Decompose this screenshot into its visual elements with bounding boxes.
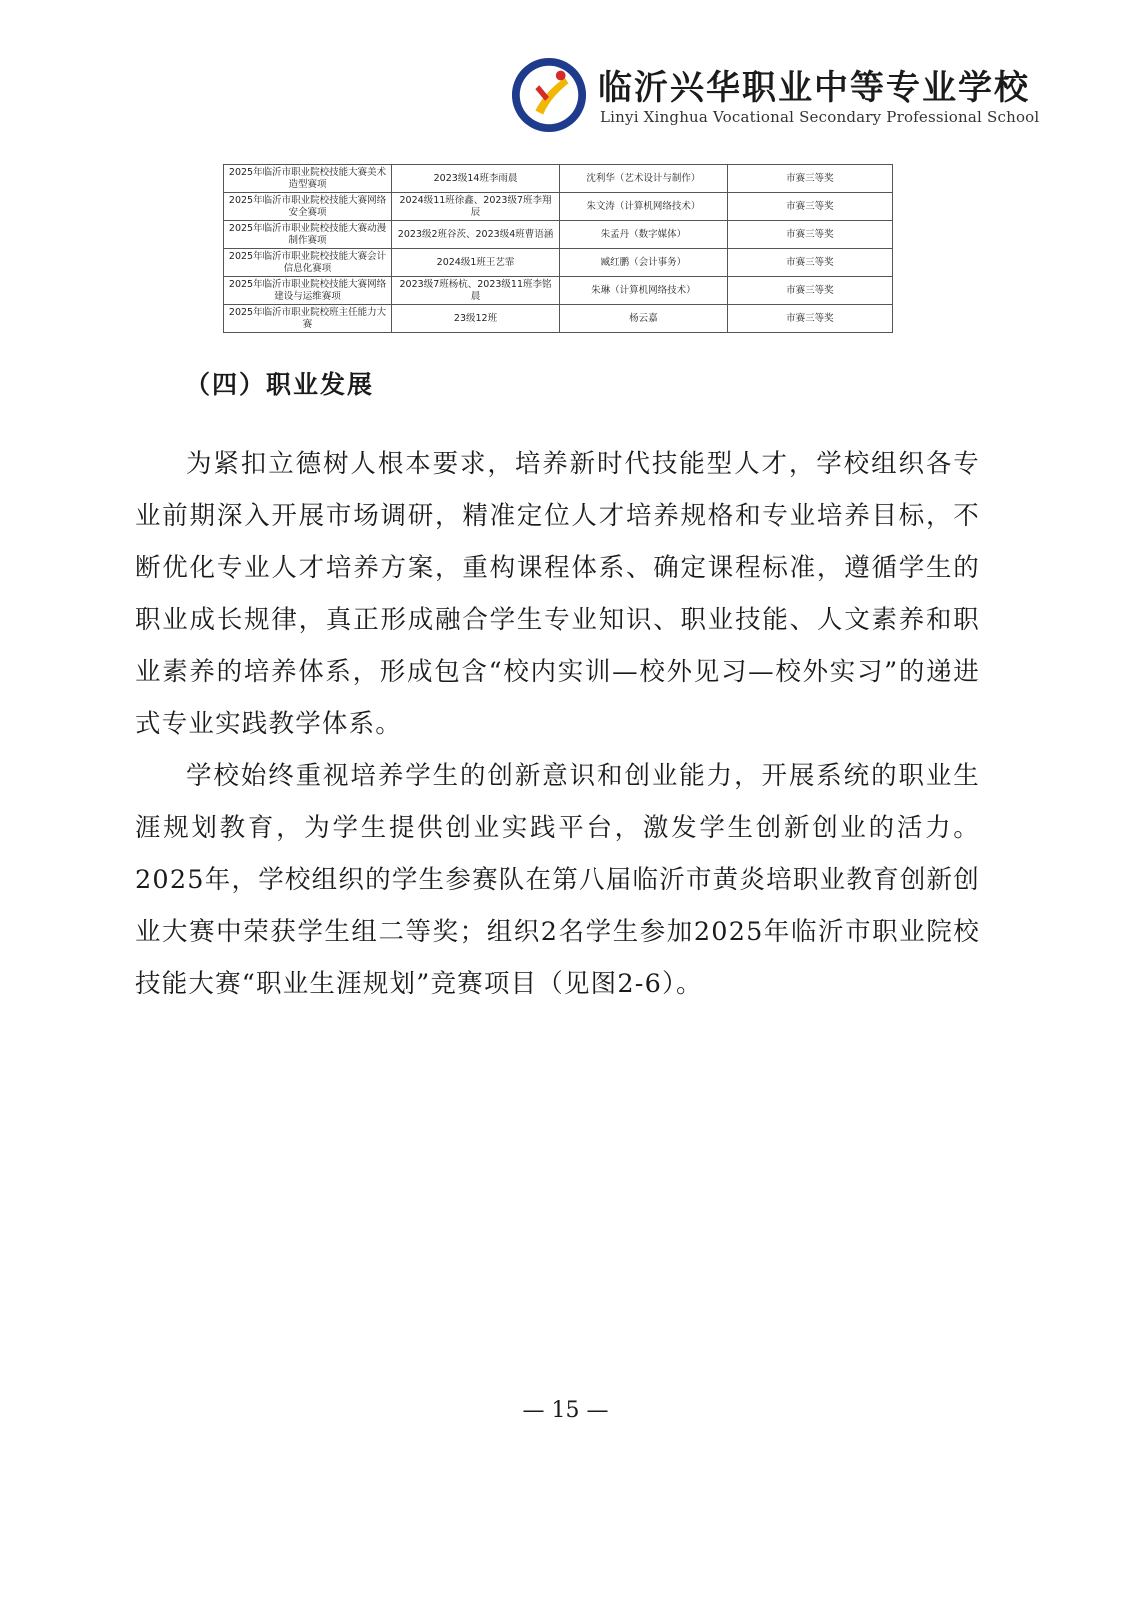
school-name-cn: 临沂兴华职业中等专业学校 [598, 68, 1030, 108]
table-row [224, 305, 893, 333]
competition-cell: 2025年临沂市职业院校技能大赛动漫制作赛项 [224, 221, 392, 249]
award-cell: 市赛三等奖 [727, 277, 892, 305]
competition-cell: 2025年临沂市职业院校技能大赛网络安全赛项 [224, 193, 392, 221]
award-cell: 市赛三等奖 [727, 193, 892, 221]
school-name-en: Linyi Xinghua Vocational Secondary Professional School [600, 108, 1040, 126]
school-logo-icon [510, 56, 588, 134]
student-cell: 2023级7班杨杭、2023级11班李铭晨 [392, 277, 560, 305]
award-cell: 市赛三等奖 [727, 249, 892, 277]
table-row [224, 221, 893, 249]
student-cell: 23级12班 [392, 305, 560, 333]
teacher-cell: 朱琳（计算机网络技术） [560, 277, 728, 305]
teacher-cell: 朱文涛（计算机网络技术） [560, 193, 728, 221]
section-title: （四）职业发展 [185, 370, 375, 399]
student-cell: 2024级1班王艺霏 [392, 249, 560, 277]
student-cell: 2023级2班谷茨、2023级4班曹语涵 [392, 221, 560, 249]
table-row [224, 165, 893, 193]
competition-cell: 2025年临沂市职业院校技能大赛美术造型赛项 [224, 165, 392, 193]
teacher-cell: 臧红鹏（会计事务） [560, 249, 728, 277]
student-cell: 2023级14班李雨晨 [392, 165, 560, 193]
paragraph-2: 学校始终重视培养学生的创新意识和创业能力，开展系统的职业生涯规划教育，为学生提供创业实践平台，激发学生创新创业的活力。2025年，学校组织的学生参赛队在第八届临沂市黄炎培职业教育创新创业大赛中荣获学生组二等奖；组织2名学生参加2025年临沂市职业院校技能大赛“职业生涯规划”竞赛项目（见图2-6）。 [135, 760, 980, 999]
table-row [224, 193, 893, 221]
competition-cell: 2025年临沂市职业院校班主任能力大赛 [224, 305, 392, 333]
teacher-cell: 沈利华（艺术设计与制作） [560, 165, 728, 193]
award-cell: 市赛三等奖 [727, 165, 892, 193]
competition-cell: 2025年临沂市职业院校技能大赛会计信息化赛项 [224, 249, 392, 277]
table-row [224, 249, 893, 277]
page-header [510, 52, 1070, 132]
award-cell: 市赛三等奖 [727, 221, 892, 249]
table-row [224, 277, 893, 305]
awards-table [223, 164, 893, 333]
teacher-cell: 杨云嘉 [560, 305, 728, 333]
competition-cell: 2025年临沂市职业院校技能大赛网络建设与运维赛项 [224, 277, 392, 305]
teacher-cell: 朱孟丹（数字媒体） [560, 221, 728, 249]
page-number: — 15 — [522, 1398, 609, 1423]
award-cell: 市赛三等奖 [727, 305, 892, 333]
student-cell: 2024级11班徐鑫、2023级7班李翔辰 [392, 193, 560, 221]
paragraph-1: 为紧扣立德树人根本要求，培养新时代技能型人才，学校组织各专业前期深入开展市场调研，精准定位人才培养规格和专业培养目标，不断优化专业人才培养方案，重构课程体系、确定课程标准，遵循学生的职业成长规律，真正形成融合学生专业知识、职业技能、人文素养和职业素养的培养体系，形成包含“校内实训—校外见习—校外实习”的递进式专业实践教学体系。 [135, 448, 980, 739]
